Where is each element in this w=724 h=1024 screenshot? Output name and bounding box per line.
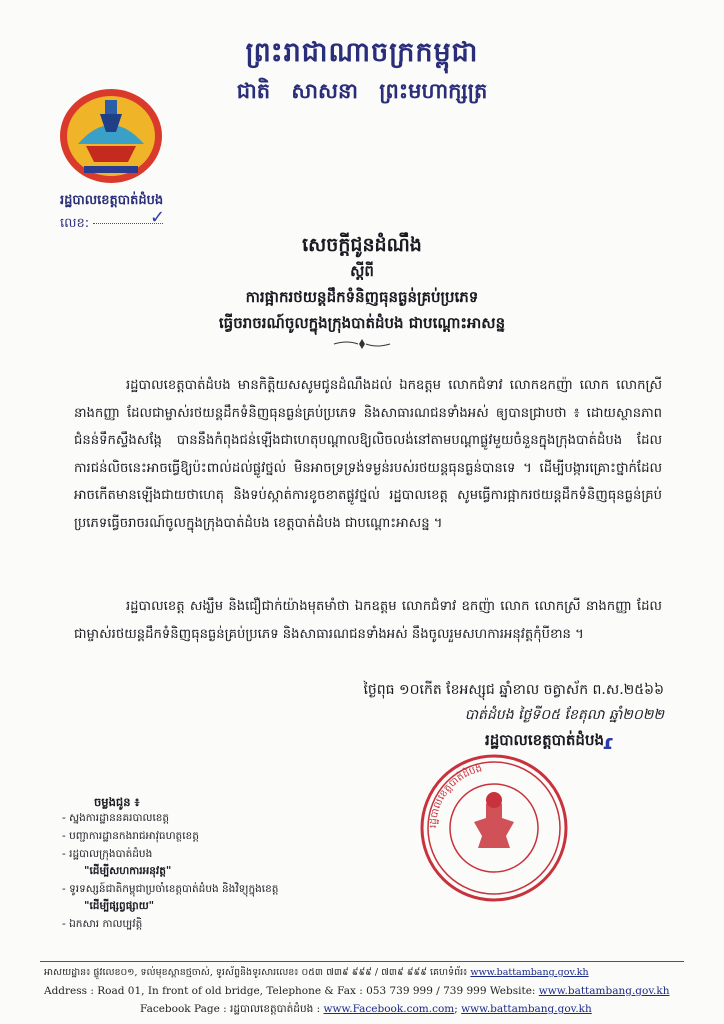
recipient-item: - ទូរទស្សន៍ជាតិកម្ពុជាប្រចាំខេត្តបាត់ដំបង និងវិទ្យុក្នុងខេត្ត xyxy=(62,883,279,895)
footer-address-en xyxy=(44,985,669,997)
subject-label: ស្តីពី xyxy=(350,262,374,280)
footer-facebook xyxy=(140,1003,592,1018)
footer-address-en-text: Address : Road 01, In front of old bridge, Telephone & Fax : 053 739 999 / 739 999 Website: xyxy=(44,985,539,997)
body-paragraph-1: រដ្ឋបាលខេត្តបាត់ដំបង មានកិត្តិយសសូមជូនដំណឹងដល់ ឯកឧត្តម លោកជំទាវ លោកឧកញ៉ា លោក លោកស្រី នាងកញ្ញា ដែលជាម្ចាស់រថយន្តដឹកទំនិញធុនធ្ងន់គ្រប់ប្រភេទ និងសាធារណជនទាំងអស់ ឲ្យបានជ្រាបថា ៖ ដោយស្ថានភាពជំនន់ទឹកស្ទឹងសង្កែ បាននឹងកំពុងជន់ឡើងជាហេតុបណ្តាលឱ្យលិចលង់នៅតាមបណ្តាផ្លូវមួយចំនួនក្នុងក្រុងបាត់ដំបង ដែលការជន់លិចនេះអាចធ្វើឱ្យប៉ះពាល់ដល់ផ្លូវថ្នល់ មិនអាចទ្រទ្រង់ទម្ងន់របស់រថយន្តធុនធ្ងន់បានទេ ។ ដើម្បីបង្ការគ្រោះថ្នាក់ដែលអាចកើតមានឡើងជាយថាហេតុ និងទប់ស្កាត់ការខូចខាតផ្លូវថ្នល់ រដ្ឋបាលខេត្ត សូមធ្វើការផ្អាករថយន្តដឹកទំនិញធុនធ្ងន់គ្រប់ប្រភេទធ្វើចរាចរណ៍ចូលក្នុងក្រុងបាត់ដំបង ខេត្តបាត់ដំបង ជាបណ្តោះអាសន្ន ។ xyxy=(74,378,662,531)
recipient-item: - រដ្ឋបាលក្រុងបាត់ដំបង xyxy=(62,848,153,860)
facebook-separator: ; xyxy=(454,1003,462,1015)
recipient-purpose: "ដើម្បីសហការអនុវត្ត" xyxy=(84,865,172,877)
subject-line-2: ធ្វើចរាចរណ៍ចូលក្នុងក្រុងបាត់ដំបង ជាបណ្តោះអាសន្ន xyxy=(218,314,506,332)
reference-label: លេខ: xyxy=(60,216,90,231)
kingdom-heading: ព្រះរាជាណាចក្រកម្ពុជា xyxy=(245,37,479,68)
national-motto: ជាតិ សាសនា ព្រះមហាក្សត្រ xyxy=(236,78,488,103)
provincial-emblem-icon xyxy=(58,86,164,184)
footer-website-link-fb[interactable]: www.battambang.gov.kh xyxy=(461,1003,592,1015)
footer-address-kh-text: អាសយដ្ឋាន៖ ផ្លូវលេខ០១, ទល់មុខស្ពានថ្មចាស់, ទូរស័ព្ទនិងទូរសារលេខ៖ ០៥៣ ៧៣៩ ៩៩៩ / ៧៣៩ ៩៩៩ គេហទំព័រ៖ xyxy=(44,967,471,978)
signatory-office: រដ្ឋបាលខេត្តបាត់ដំបង xyxy=(484,731,604,749)
copy-to-title: ចម្លងជូន ៖ xyxy=(94,795,140,809)
reference-number xyxy=(60,207,166,234)
official-seal-stamp xyxy=(418,752,570,904)
notice-title: សេចក្តីជូនដំណឹង xyxy=(302,234,422,256)
recipient-item: - ឯកសារ កាលប្បវត្តិ xyxy=(62,918,143,930)
lunar-date: ថ្ងៃពុធ ១០កើត ខែអស្សុជ ឆ្នាំខាល ចត្វាស័ក ព.ស.២៥៦៦ xyxy=(363,682,664,698)
subject-line-1: ការផ្អាករថយន្តដឹកទំនិញធុនធ្ងន់គ្រប់ប្រភេទ xyxy=(245,288,479,306)
check-mark-icon: ✓ xyxy=(150,207,166,228)
facebook-link[interactable]: www.Facebook.com.com xyxy=(323,1003,455,1015)
footer-address-kh xyxy=(44,966,589,980)
sender-office: រដ្ឋបាលខេត្តបាត់ដំបង xyxy=(60,193,164,208)
stamp-ring-text: រដ្ឋបាលខេត្តបាត់ដំបង xyxy=(427,763,484,829)
divider-ornament-icon xyxy=(332,338,392,350)
footer-website-link-en[interactable]: www.battambang.gov.kh xyxy=(538,985,670,997)
footer-website-link-kh[interactable]: www.battambang.gov.kh xyxy=(470,967,589,978)
body-paragraph-2: រដ្ឋបាលខេត្ត សង្ឃឹម និងជឿជាក់យ៉ាងមុតមាំថា ឯកឧត្តម លោកជំទាវ ឧកញ៉ា លោក លោកស្រី នាងកញ្ញា ដែលជាម្ចាស់រថយន្តដឹកទំនិញធុនធ្ងន់គ្រប់ប្រភេទ និងសាធារណជនទាំងអស់ នឹងចូលរួមសហការអនុវត្តកុំបីខាន ។ xyxy=(74,599,662,642)
recipient-purpose: "ដើម្បីផ្សព្វផ្សាយ" xyxy=(84,900,155,912)
signature-mark: ɾ xyxy=(602,730,614,754)
facebook-label: Facebook Page : រដ្ឋបាលខេត្តបាត់ដំបង : xyxy=(140,1003,324,1015)
svg-text:រដ្ឋបាលខេត្តបាត់ដំបង xyxy=(428,763,483,828)
footer-divider xyxy=(40,961,684,962)
recipient-item: - ស្នងការដ្ឋាននគរបាលខេត្ត xyxy=(62,812,170,824)
solar-date: បាត់ដំបង ថ្ងៃទី០៥ ខែតុលា ឆ្នាំ២០២២ xyxy=(464,707,664,723)
recipient-item: - បញ្ជាការដ្ឋានកងរាជអាវុធហត្ថខេត្ត xyxy=(62,830,199,842)
